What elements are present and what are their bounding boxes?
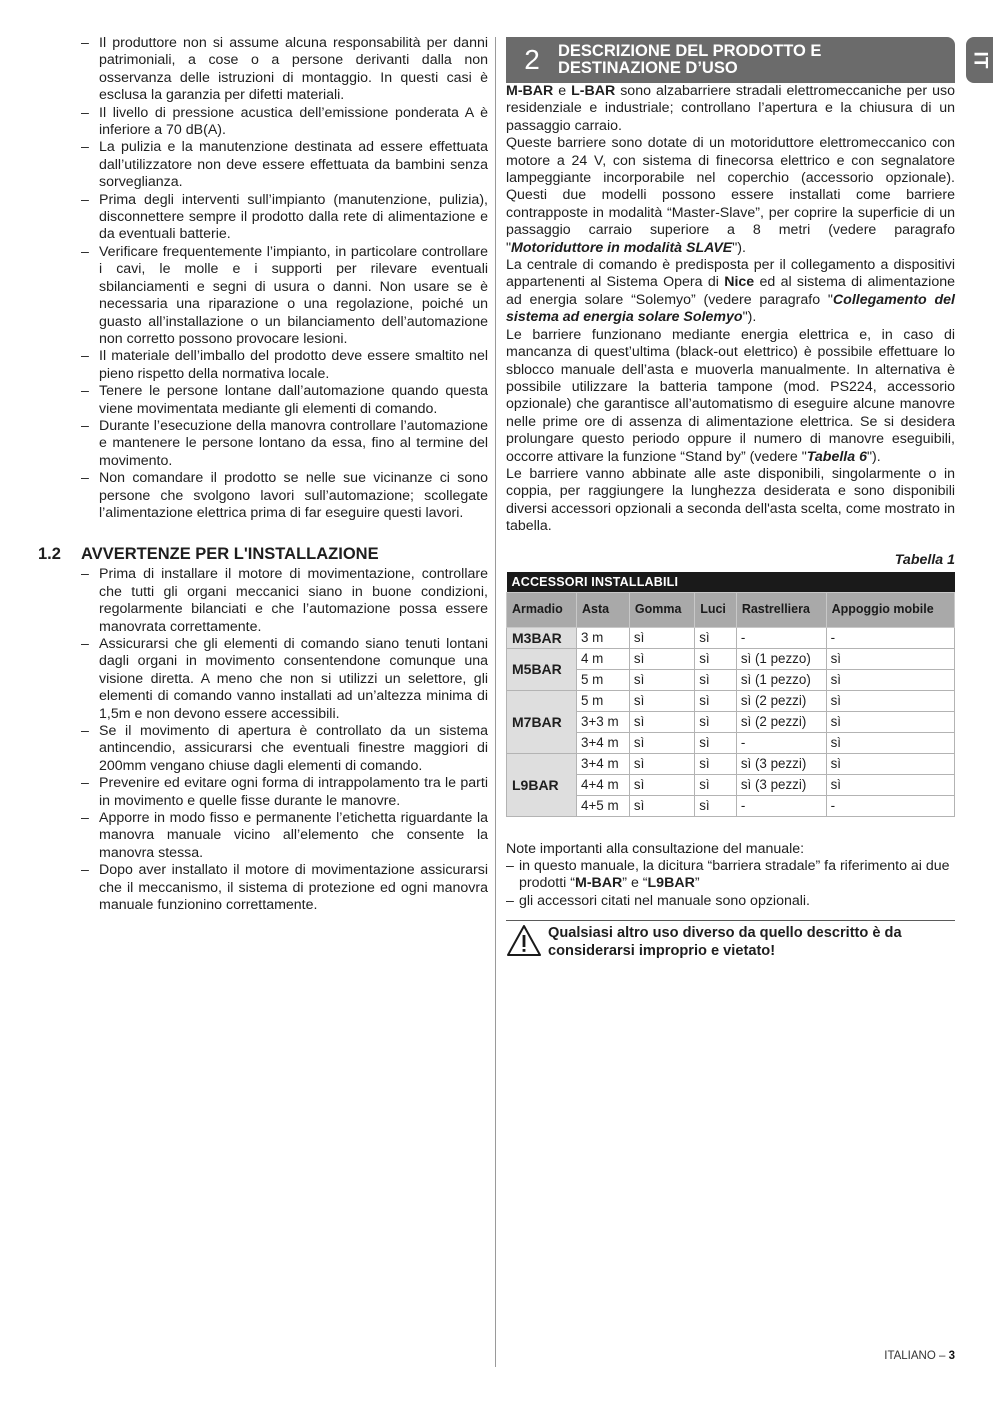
warning-item: – Non comandare il prodotto se nelle sue vicinanze ci sono persone che svolgono lavori sull’automazione; scollegate l’alimentazione elettrica prima di far eseguire questi lavori.	[38, 470, 488, 522]
armadio-cell: L9BAR	[507, 753, 577, 816]
note-item: – gli accessori citati nel manuale sono opzionali.	[506, 893, 955, 910]
table-cell: sì	[826, 648, 954, 669]
column-header: Luci	[695, 592, 737, 627]
paragraph-features	[506, 135, 955, 257]
table-cell: sì	[695, 648, 737, 669]
installation-warnings-list	[38, 566, 488, 914]
left-column	[38, 35, 488, 915]
note-item	[506, 858, 955, 893]
paragraph-control-unit	[506, 257, 955, 327]
brand-name: Nice	[724, 274, 755, 291]
table-cell: sì (2 pezzi)	[736, 690, 826, 711]
table-cell: sì	[695, 711, 737, 732]
table-cell: 3+4 m	[577, 753, 630, 774]
warning-item: – Il livello di pressione acustica dell’emissione ponderata A è inferiore a 70 dB(A).	[38, 105, 488, 140]
installation-item: – Se il movimento di apertura è controllato da un sistema antincendio, assicurarsi che eventuali finestre maggiori di 200mm vengano chiuse dagli elementi di comando.	[38, 723, 488, 775]
notes-list	[506, 858, 955, 910]
product-name: M-BAR	[575, 875, 623, 892]
table-header-row	[507, 592, 955, 627]
column-header: Gomma	[629, 592, 694, 627]
warning-item: – Il materiale dell’imballo del prodotto deve essere smaltito nel pieno rispetto della normativa locale.	[38, 348, 488, 383]
table-cell: sì (3 pezzi)	[736, 774, 826, 795]
notes-intro: Note importanti alla consultazione del manuale:	[506, 840, 805, 857]
chapter-title-line-2: DESTINAZIONE D’USO	[558, 59, 738, 77]
warning-item: – La pulizia e la manutenzione destinata ad essere effettuata dall’utilizzatore non deve essere effettuata da bambini senza sorveglianza.	[38, 139, 488, 191]
table-cell: sì	[629, 711, 694, 732]
warning-triangle-icon	[506, 924, 542, 958]
text-span: ” e “	[622, 875, 648, 892]
cross-reference: Tabella 6	[806, 448, 867, 465]
paragraph-intro	[506, 83, 955, 135]
table-row	[507, 690, 955, 711]
text-span: in questo manuale, la dicitura “barriera stradale” fa riferimento ai due prodotti “	[519, 857, 950, 892]
page-number: 3	[948, 1350, 955, 1362]
text-span: sono alzabarriere stradali elettromeccaniche per uso residenziale e industriale; controllano l’apertura e la chiusura di un passaggio carraio.	[506, 83, 955, 134]
table-cell: -	[826, 795, 954, 816]
table-cell: sì	[629, 732, 694, 753]
page-footer	[884, 1350, 955, 1362]
table-cell: -	[826, 627, 954, 648]
table-cell: -	[736, 795, 826, 816]
table-cell: -	[736, 732, 826, 753]
table-cell: 3+4 m	[577, 732, 630, 753]
chapter-title	[558, 43, 821, 77]
installation-item: – Dopo aver installato il motore di movimentazione assicurarsi che il meccanismo, il sistema di protezione ed ogni manovra manuale funzionino correttamente.	[38, 862, 488, 914]
table-cell: sì	[826, 690, 954, 711]
table-cell: sì (3 pezzi)	[736, 753, 826, 774]
table-cell: sì	[629, 627, 694, 648]
text-span: La centrale di comando è predisposta per il collegamento a dispositivi appartenenti al Sistema Opera di	[506, 257, 955, 291]
armadio-cell: M3BAR	[507, 627, 577, 648]
table-cell: 5 m	[577, 690, 630, 711]
notes-block	[506, 841, 955, 911]
footer-language: ITALIANO –	[884, 1350, 949, 1362]
warning-box	[506, 920, 955, 960]
table-cell: sì	[695, 690, 737, 711]
table-body	[507, 627, 955, 816]
table-row	[507, 648, 955, 669]
table-cell: sì	[629, 669, 694, 690]
table-cell: sì	[695, 795, 737, 816]
right-column	[506, 37, 955, 960]
language-code: IT	[969, 51, 991, 69]
table-cell: 3+3 m	[577, 711, 630, 732]
text-span: ").	[732, 239, 746, 256]
warning-item: – Tenere le persone lontane dall’automazione quando questa viene movimentata mediante gli elementi di comando.	[38, 383, 488, 418]
warning-item: – Prima degli interventi sull’impianto (manutenzione, pulizia), disconnettere sempre il prodotto dalla rete di alimentazione e da eventuali batterie.	[38, 192, 488, 244]
table-cell: sì	[629, 648, 694, 669]
column-header: Asta	[577, 592, 630, 627]
warning-item: – Il produttore non si assume alcuna responsabilità per danni patrimoniali, a cose o a persone derivanti dalla non osservanza delle istruzioni di montaggio. In questi casi è esclusa la garanzia per difetti materiali.	[38, 35, 488, 105]
table-cell: sì	[695, 732, 737, 753]
column-header: Armadio	[507, 592, 577, 627]
table-cell: sì	[629, 774, 694, 795]
text-span: ").	[742, 309, 757, 326]
table-cell: sì	[629, 795, 694, 816]
table-cell: sì (1 pezzo)	[736, 669, 826, 690]
cross-reference: Collegamento del sistema ad energia solare Solemyo	[506, 291, 955, 326]
installation-item: – Prevenire ed evitare ogni forma di intrappolamento tra le parti in movimento e quelle fisse durante le manovre.	[38, 775, 488, 810]
cross-reference: Motoriduttore in modalità SLAVE	[511, 239, 733, 256]
product-name: L9BAR	[647, 875, 695, 892]
text-span: e	[553, 83, 572, 99]
text-span: Le barriere funzionano mediante energia elettrica e, in caso di mancanza di quest’ultima (black-out elettrico) è possibile effettuare lo sblocco manuale dell’asta e muoverla manualmente. In alternativa è possibile utilizzare la batteria tampone (mod. PS224, accessorio opzionale) che garantisce all’automatismo di eseguire alcune manovre nelle prime ore di assenza di alimentazione elettrica. Se si desidera prolungare questo periodo oppure il numero di manovre eseguibili, occorre attivare la funzione “Stand by” (vedere "	[506, 326, 955, 465]
table-cell: sì	[826, 753, 954, 774]
table-cell: 4+4 m	[577, 774, 630, 795]
text-span: ").	[866, 448, 881, 465]
table-cell: sì	[695, 669, 737, 690]
section-1-2-heading	[38, 544, 488, 564]
accessories-table	[506, 572, 955, 817]
table-cell: sì	[695, 753, 737, 774]
section-number: 1.2	[38, 545, 61, 564]
installation-item: – Apporre in modo fisso e permanente l’etichetta riguardante la manovra manuale vicino all’elemento che consente la manovra stessa.	[38, 810, 488, 862]
warning-text: Qualsiasi altro uso diverso da quello descritto è da considerarsi improprio e vietato!	[548, 925, 902, 960]
table-cell: sì (2 pezzi)	[736, 711, 826, 732]
table-cell: sì (1 pezzo)	[736, 648, 826, 669]
column-divider	[495, 37, 496, 1367]
product-name: L-BAR	[571, 83, 616, 99]
chapter-number: 2	[524, 44, 540, 75]
table-cell: sì	[826, 774, 954, 795]
table-cell: sì	[826, 669, 954, 690]
column-header: Rastrelliera	[736, 592, 826, 627]
table-cell: 5 m	[577, 669, 630, 690]
safety-warnings-list	[38, 35, 488, 522]
text-span: ed al sistema di alimentazione ad energia solare “Solemyo” (vedere paragrafo "	[506, 274, 956, 308]
armadio-cell: M5BAR	[507, 648, 577, 690]
armadio-cell: M7BAR	[507, 690, 577, 753]
table-cell: 4 m	[577, 648, 630, 669]
language-tab	[966, 37, 993, 83]
table-cell: sì	[826, 711, 954, 732]
chapter-title-line-1: DESCRIZIONE DEL PRODOTTO E	[558, 42, 822, 60]
warning-item: – Verificare frequentemente l’impianto, in particolare controllare i cavi, le molle e i supporti per rilevare eventuali sbilanciamenti e segni di usura o danni. Non usare se è necessaria una riparazione o una regolazione, poiché un guasto all’installazione o un bilanciamento dell’automazione non corretto possono provocare lesioni.	[38, 244, 488, 348]
table-cell: sì	[695, 774, 737, 795]
table-row	[507, 627, 955, 648]
table-cell: sì	[695, 627, 737, 648]
installation-item: – Assicurarsi che gli elementi di comando siano tenuti lontani dagli organi in movimento consentendone comunque una visione diretta. A meno che non si utilizzi un selettore, gli elementi di comando vanno installati ad un’altezza minima di 1,5m e non devono essere accessibili.	[38, 636, 488, 723]
section-title: AVVERTENZE PER L'INSTALLAZIONE	[81, 545, 379, 564]
chapter-2-header	[506, 37, 955, 83]
paragraph-power	[506, 327, 955, 466]
installation-item: – Prima di installare il motore di movimentazione, controllare che tutti gli organi meccanici siano in buone condizioni, regolarmente bilanciati e che l’automazione possa essere manovrata correttamente.	[38, 566, 488, 636]
table-cell: sì	[826, 732, 954, 753]
text-span: Queste barriere sono dotate di un motoriduttore elettromeccanico con motore a 24 V, con sistema di finecorsa elettrico e con segnalatore lampeggiante incorporabile nel coperchio (accessorio opzionale). Questi due modelli possono essere installati come barriere contrapposte in modalità “Master-Slave”, per coprire la superficie di un passaggio carraio superiore a 8 metri (vedere paragrafo "	[506, 135, 955, 256]
column-header: Appoggio mobile	[826, 592, 954, 627]
table-row	[507, 753, 955, 774]
table-title: ACCESSORI INSTALLABILI	[507, 572, 955, 593]
text-span: ”	[694, 875, 700, 892]
table-cell: 4+5 m	[577, 795, 630, 816]
table-cell: sì	[629, 753, 694, 774]
table-cell: -	[736, 627, 826, 648]
warning-item: – Durante l’esecuzione della manovra controllare l’automazione e mantenere le persone lontano da essa, fino al termine del movimento.	[38, 418, 488, 470]
product-name: M-BAR	[506, 83, 554, 99]
table-cell: 3 m	[577, 627, 630, 648]
paragraph-booms: Le barriere vanno abbinate alle aste disponibili, singolarmente o in coppia, per raggiungere la lunghezza desiderata e sono disponibili diversi accessori opzionali a seconda dell'asta scelta, come mostrato in tabella.	[506, 465, 955, 535]
table-cell: sì	[629, 690, 694, 711]
table-caption: Tabella 1	[894, 551, 955, 568]
